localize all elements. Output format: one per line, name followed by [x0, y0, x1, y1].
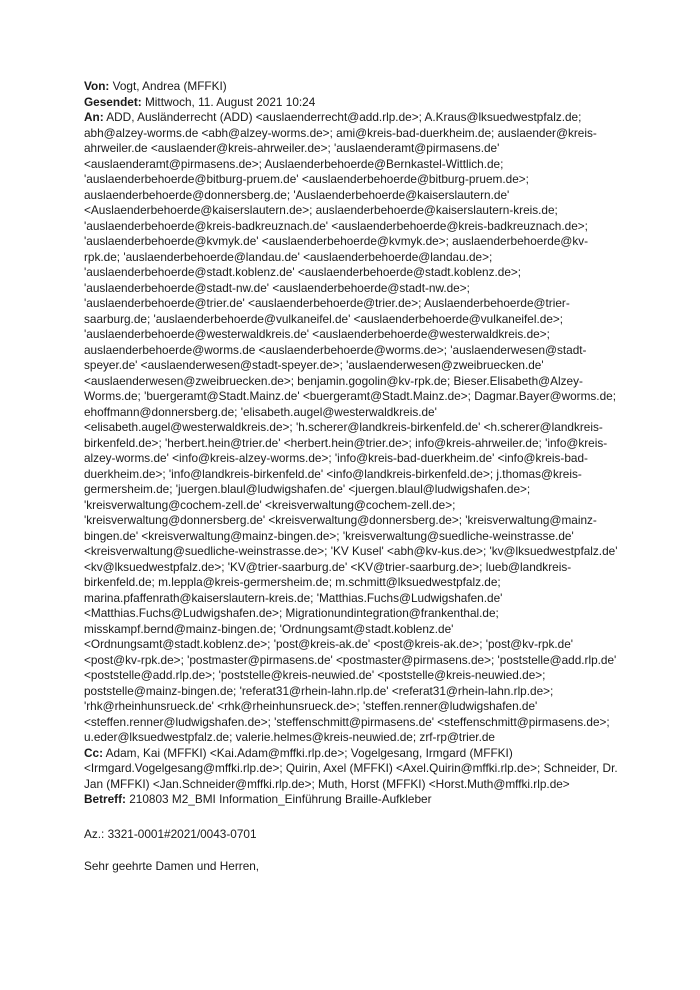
- from-line: [84, 79, 624, 95]
- reference-number: Az.: 3321-0001#2021/0043-0701: [84, 826, 257, 841]
- spacer: [84, 842, 624, 859]
- subject-line: [84, 792, 624, 808]
- cc-recipients: Adam, Kai (MFFKI) <Kai.Adam@mffki.rlp.de>; Vogelgesang, Irmgard (MFFKI) <Irmgard.Vogelgesang@mffki.rlp.de>; Quirin, Axel (MFFKI) <Axel.Quirin@mffki.rlp.de>; Schneider, Dr. Jan (MFFKI) <Jan.Schneider@mffki.rlp.de>; Muth, Horst (MFFKI) <Horst.Muth@mffki.rlp.de>: [84, 745, 618, 791]
- salutation: Sehr geehrte Damen und Herren,: [84, 859, 260, 873]
- sent-line: [84, 95, 624, 111]
- spacer: [84, 808, 624, 827]
- from-label: Von:: [84, 79, 110, 93]
- cc-label: Cc:: [84, 745, 104, 760]
- cc-line: [84, 746, 624, 793]
- sent-label: Gesendet:: [84, 94, 142, 109]
- to-line: [84, 110, 624, 746]
- email-document: [84, 79, 624, 875]
- to-label: An:: [84, 110, 104, 124]
- subject-label: Betreff:: [84, 792, 126, 806]
- from-value: Vogt, Andrea (MFFKI): [112, 79, 227, 93]
- sent-value: Mittwoch, 11. August 2021 10:24: [144, 94, 316, 109]
- subject-value: 210803 M2_BMI Information_Einführung Braille-Aufkleber: [129, 792, 432, 806]
- to-recipients: ADD, Ausländerrecht (ADD) <auslaenderrecht@add.rlp.de>; A.Kraus@lksuedwestpfalz.de; abh@alzey-worms.de <abh@alzey-worms.de>; ami@kreis-bad-duerkheim.de; auslaender@kreis-ahrweiler.de <auslaender@kreis-ahrweiler.de>; 'auslaenderamt@pirmasens.de' <auslaenderamt@pirmasens.de>; Auslaenderbehoerde@Bernkastel-Wittlich.de; 'auslaenderbehoerde@bitburg-pruem.de' <auslaenderbehoerde@bitburg-pruem.de>; auslaenderbehoerde@donnersberg.de; 'Auslaenderbehoerde@kaiserslautern.de' <Auslaenderbehoerde@kaiserslautern.de>; auslaenderbehoerde@kaiserslautern-kreis.de; 'auslaenderbehoerde@kreis-badkreuznach.de' <auslaenderbehoerde@kreis-badkreuznach.de>; 'auslaenderbehoerde@kvmyk.de' <auslaenderbehoerde@kvmyk.de>; auslaenderbehoerde@kv-rpk.de; 'auslaenderbehoerde@landau.de' <auslaenderbehoerde@landau.de>; 'auslaenderbehoerde@stadt.koblenz.de' <auslaenderbehoerde@stadt.koblenz.de>; 'auslaenderbehoerde@stadt-nw.de' <auslaenderbehoerde@stadt-nw.de>; 'auslaenderbehoerde@trier.de' <auslaenderbehoerde@trier.de>; Auslaenderbehoerde@trier-saarburg.de; 'auslaenderbehoerde@vulkaneifel.de' <auslaenderbehoerde@vulkaneifel.de>; 'auslaenderbehoerde@westerwaldkreis.de' <auslaenderbehoerde@westerwaldkreis.de>; auslaenderbehoerde@worms.de <auslaenderbehoerde@worms.de>; 'auslaenderwesen@stadt-speyer.de' <auslaenderwesen@stadt-speyer.de>; 'auslaenderwesen@zweibruecken.de' <auslaenderwesen@zweibruecken.de>; benjamin.gogolin@kv-rpk.de; Bieser.Elisabeth@Alzey-Worms.de; 'buergeramt@Stadt.Mainz.de' <buergeramt@Stadt.Mainz.de>; Dagmar.Bayer@worms.de; ehoffmann@donnersberg.de; 'elisabeth.augel@westerwaldkreis.de' <elisabeth.augel@westerwaldkreis.de>; 'h.scherer@landkreis-birkenfeld.de' <h.scherer@landkreis-birkenfeld.de>; 'herbert.hein@trier.de' <herbert.hein@trier.de>; info@kreis-ahrweiler.de; 'info@kreis-alzey-worms.de' <info@kreis-alzey-worms.de>; 'info@kreis-bad-duerkheim.de' <info@kreis-bad-duerkheim.de>; 'info@landkreis-birkenfeld.de' <info@landkreis-birkenfeld.de>; j.thomas@kreis-germersheim.de; 'juergen.blaul@ludwigshafen.de' <juergen.blaul@ludwigshafen.de>; 'kreisverwaltung@cochem-zell.de' <kreisverwaltung@cochem-zell.de>; 'kreisverwaltung@donnersberg.de' <kreisverwaltung@donnersberg.de>; 'kreisverwaltung@mainz-bingen.de' <kreisverwaltung@mainz-bingen.de>; 'kreisverwaltung@suedliche-weinstrasse.de' <kreisverwaltung@suedliche-weinstrasse.de>; 'KV Kusel' <abh@kv-kus.de>; 'kv@lksuedwestpfalz.de' <kv@lksuedwestpfalz.de>; 'KV@trier-saarburg.de' <KV@trier-saarburg.de>; lueb@landkreis-birkenfeld.de; m.leppla@kreis-germersheim.de; m.schmitt@lksuedwestpfalz.de; marina.pfaffenrath@kaiserslautern-kreis.de; 'Matthias.Fuchs@Ludwigshafen.de' <Matthias.Fuchs@Ludwigshafen.de>; Migrationundintegration@frankenthal.de; misskampf.bernd@mainz-bingen.de; 'Ordnungsamt@stadt.koblenz.de' <Ordnungsamt@stadt.koblenz.de>; 'post@kreis-ak.de' <post@kreis-ak.de>; 'post@kv-rpk.de' <post@kv-rpk.de>; 'postmaster@pirmasens.de' <postmaster@pirmasens.de>; 'poststelle@add.rlp.de' <poststelle@add.rlp.de>; 'poststelle@kreis-neuwied.de' <poststelle@kreis-neuwied.de>; poststelle@mainz-bingen.de; 'referat31@rhein-lahn.rlp.de' <referat31@rhein-lahn.rlp.de>; 'rhk@rheinhunsrueck.de' <rhk@rheinhunsrueck.de>; 'steffen.renner@ludwigshafen.de' <steffen.renner@ludwigshafen.de>; 'steffenschmitt@pirmasens.de' <steffenschmitt@pirmasens.de>; u.eder@lksuedwestpfalz.de; valerie.helmes@kreis-neuwied.de; zrf-rp@trier.de: [84, 110, 618, 744]
